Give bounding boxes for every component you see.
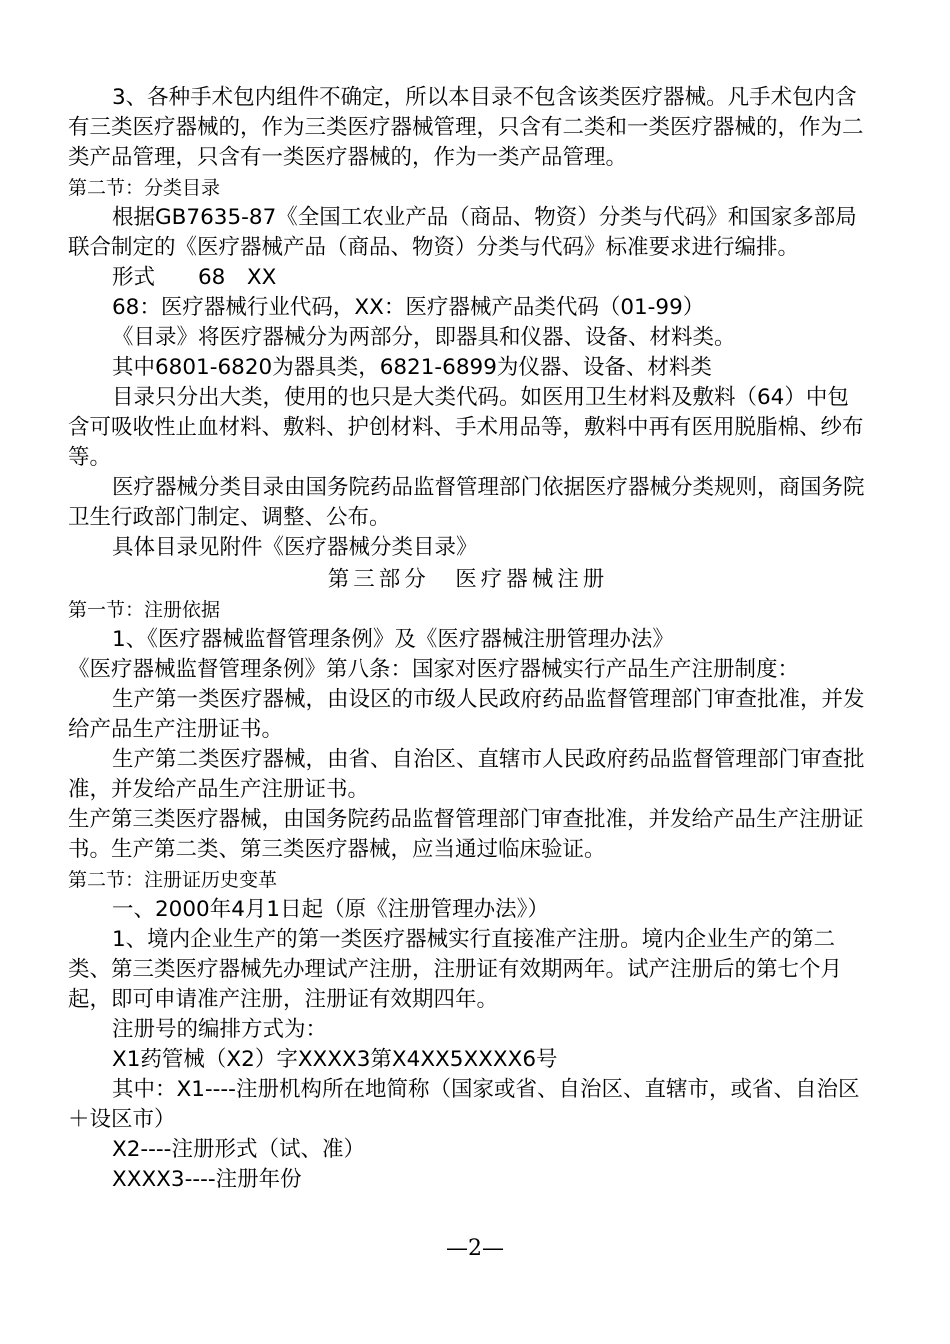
paragraph-domestic-registration: 1、境内企业生产的第一类医疗器械实行直接准产注册。境内企业生产的第二类、第三类医疗器械先办理试产注册，注册证有效期两年。试产注册后的第七个月起，即可申请准产注册，注册证有效期四年。 — [68, 927, 843, 1012]
paragraph-x3-meaning: XXXX3----注册年份 — [112, 1167, 302, 1192]
paragraph-standard-basis: 根据GB7635-87《全国工农业产品（商品、物资）分类与代码》和国家多部局联合制定的《医疗器械产品（商品、物资）分类与代码》标准要求进行编排。 — [68, 205, 857, 260]
paragraph-class-three: 生产第三类医疗器械，由国务院药品监督管理部门审查批准，并发给产品生产注册证书。生产第二类、第三类医疗器械，应当通过临床验证。 — [68, 807, 864, 862]
paragraph-x2-meaning: X2----注册形式（试、准） — [112, 1137, 365, 1162]
document-body — [68, 83, 868, 1195]
section-heading-registration-basis: 第一节：注册依据 — [68, 599, 221, 621]
paragraph-catalog-parts: 《目录》将医疗器械分为两部分，即器具和仪器、设备、材料类。 — [112, 325, 736, 350]
paragraph-code-meaning: 68：医疗器械行业代码，XX：医疗器械产品类代码（01-99） — [112, 295, 705, 320]
section-heading-classification-catalog: 第二节：分类目录 — [68, 177, 221, 199]
paragraph-code-ranges: 其中6801-6820为器具类，6821-6899为仪器、设备、材料类 — [112, 355, 712, 380]
paragraph-surgical-kit-rule: 3、各种手术包内组件不确定，所以本目录不包含该类医疗器械。凡手术包内含有三类医疗器械的，作为三类医疗器械管理，只含有二类和一类医疗器械的，作为二类产品管理，只含有一类医疗器械的，作为一类产品管理。 — [68, 85, 864, 170]
section-heading-certificate-history: 第二节：注册证历史变革 — [68, 869, 278, 891]
paragraph-code-format: 形式 68 XX — [112, 265, 277, 290]
paragraph-class-one: 生产第一类医疗器械，由设区的市级人民政府药品监督管理部门审查批准，并发给产品生产注册证书。 — [68, 687, 865, 742]
page-number: —2— — [446, 1236, 504, 1261]
paragraph-article-eight: 《医疗器械监督管理条例》第八条：国家对医疗器械实行产品生产注册制度： — [68, 657, 800, 682]
paragraph-since-2000: 一、2000年4月1日起（原《注册管理办法》） — [112, 897, 549, 922]
paragraph-number-format-intro: 注册号的编排方式为： — [112, 1017, 328, 1042]
paragraph-class-two: 生产第二类医疗器械，由省、自治区、直辖市人民政府药品监督管理部门审查批准，并发给产品生产注册证书。 — [68, 747, 865, 802]
paragraph-regulations: 1、《医疗器械监督管理条例》及《医疗器械注册管理办法》 — [112, 627, 674, 652]
paragraph-catalog-authority: 医疗器械分类目录由国务院药品监督管理部门依据医疗器械分类规则，商国务院卫生行政部门制定、调整、公布。 — [68, 475, 865, 530]
paragraph-attachment-reference: 具体目录见附件《医疗器械分类目录》 — [112, 535, 478, 560]
paragraph-x1-meaning: 其中：X1----注册机构所在地简称（国家或省、自治区、直辖市，或省、自治区＋设区市） — [68, 1077, 860, 1132]
paragraph-major-categories: 目录只分出大类，使用的也只是大类代码。如医用卫生材料及敷料（64）中包含可吸收性止血材料、敷料、护创材料、手术用品等，敷料中再有医用脱脂棉、纱布等。 — [68, 385, 864, 470]
part-heading-device-registration: 第三部分 医疗器械注册 — [327, 567, 609, 592]
paragraph-number-format: X1药管械（X2）字XXXX3第X4XX5XXXX6号 — [112, 1047, 558, 1072]
